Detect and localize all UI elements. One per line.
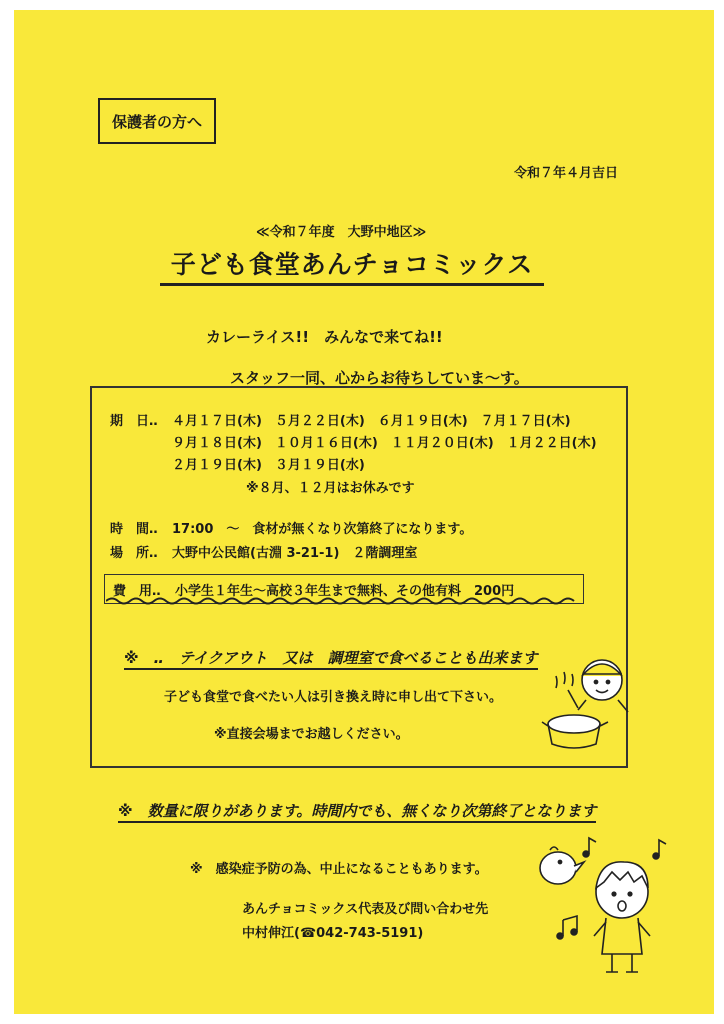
contact-name: 中村伸江(☎042-743-5191) bbox=[242, 926, 424, 941]
dates-label: 期 日‥ bbox=[110, 414, 158, 429]
dates-line-2: ９月１８日(木) １０月１６日(木) １１月２０日(木) １月２２日(木) bbox=[172, 436, 597, 451]
dates-row bbox=[110, 410, 571, 429]
place-label: 場 所‥ bbox=[110, 546, 158, 561]
takeout-instruction: 子ども食堂で食べたい人は引き換え時に申し出て下さい。 bbox=[164, 690, 503, 705]
page-title: 子ども食堂あんチョコミックス bbox=[160, 245, 544, 286]
infection-notice: ※ 感染症予防の為、中止になることもあります。 bbox=[190, 862, 488, 877]
tagline-staff: スタッフ一同、心からお待ちしていま～す。 bbox=[230, 369, 529, 387]
dates-line-1: ４月１７日(木) ５月２２日(木) ６月１９日(木) ７月１７日(木) bbox=[172, 414, 571, 429]
fee-label: 費 用‥ bbox=[113, 583, 161, 599]
venue-note: ※直接会場までお越しください。 bbox=[214, 727, 409, 742]
holiday-note: ※８月、１２月はお休みです bbox=[246, 481, 415, 496]
tagline-curry: カレーライス!! みんなで来てね!! bbox=[206, 328, 443, 346]
children-singing-icon bbox=[530, 832, 680, 978]
fee-value: 小学生１年生～高校３年生まで無料、その他有料 200円 bbox=[175, 583, 515, 599]
contact-title: あんチョコミックス代表及び問い合わせ先 bbox=[242, 902, 489, 917]
child-cooking-icon bbox=[538, 650, 634, 754]
time-label: 時 間‥ bbox=[110, 522, 158, 537]
limited-notice: ※ 数量に限りがあります。時間内でも、無くなり次第終了となります bbox=[118, 800, 596, 823]
place-value: 大野中公民館(古淵 3-21-1) ２階調理室 bbox=[172, 546, 418, 561]
takeout-notice: ※ ‥ テイクアウト 又は 調理室で食べることも出来ます bbox=[124, 647, 538, 670]
place-row bbox=[110, 542, 417, 561]
time-row bbox=[110, 518, 472, 537]
time-value: 17:00 ～ 食材が無くなり次第終了になります。 bbox=[172, 522, 473, 537]
subtitle: ≪令和７年度 大野中地区≫ bbox=[256, 225, 427, 240]
fee-wavy-underline bbox=[106, 596, 582, 606]
flyer-page bbox=[14, 10, 714, 1014]
addressee-box: 保護者の方へ bbox=[98, 98, 216, 144]
issue-date: 令和７年４月吉日 bbox=[514, 166, 619, 181]
dates-line-3: ２月１９日(木) ３月１９日(水) bbox=[172, 458, 365, 473]
